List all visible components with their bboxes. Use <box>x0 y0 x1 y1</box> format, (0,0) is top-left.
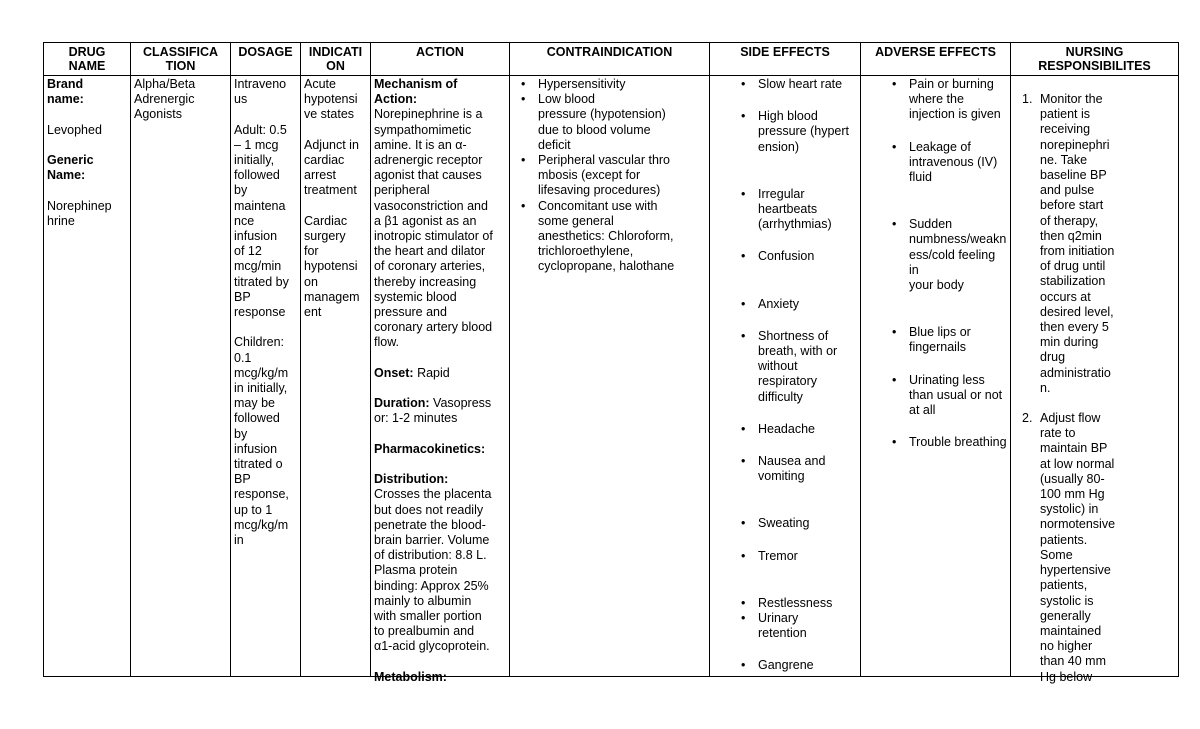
list-item: • Urinary retention <box>736 611 858 641</box>
metabolism-label: Metabolism: <box>374 669 447 684</box>
text-line: Plasma protein <box>374 563 458 578</box>
text-line: amine. It is an α- <box>374 137 467 152</box>
action-cell: Mechanism of Action: Norepinephrine is a sympathomimetic amine. It is an α- adrenergic receptor agonist that causes peripheral vasoconstriction and a β1 agonist as an inotropic stimulator of the heart and dilator of coronary arteries, thereby increasing systemic blood pressure and coronary artery blood flow. Onset: Rapid Duration: Vasopress or: 1-2 minutes Pharmacokinetics: Distribution: Crosses the placenta but does not readily penetrate the blood- brain barrier. Volume of distribution: 8.8 L. Plasma protein binding: Approx 25% mainly to albumin with smaller portion to prealbumin and α1-acid glycoprotein. Metabolism: <box>374 77 507 685</box>
column-dosage <box>231 43 301 676</box>
text-line: in initially, <box>234 381 288 396</box>
text-line: on <box>304 274 318 289</box>
text-line: followed <box>234 168 280 183</box>
text-line: up to 1 <box>234 502 273 517</box>
text-line: BP <box>234 472 251 487</box>
text-line: us <box>234 92 248 107</box>
duration: Duration: Vasopress <box>374 396 492 411</box>
text-line: by <box>234 426 248 441</box>
text-line: α1-acid glycoprotein. <box>374 639 490 654</box>
list-item: • Pain or burning where the injection is given <box>887 77 1008 123</box>
text-line: coronary artery blood <box>374 320 493 335</box>
header-side-effects: SIDE EFFECTS <box>740 45 830 59</box>
text-line: – 1 mcg <box>234 137 279 152</box>
list-item: • Sweating <box>736 516 858 531</box>
text-line: systemic blood <box>374 289 457 304</box>
text-line: for <box>304 244 319 259</box>
onset: Onset: Rapid <box>374 365 450 380</box>
text-line: infusion <box>234 229 278 244</box>
header-nursing: NURSING RESPONSIBILITES <box>1038 45 1151 73</box>
text-line: sympathomimetic <box>374 122 472 137</box>
text-line: peripheral <box>374 183 430 198</box>
list-item: • Shortness of breath, with or without respiratory difficulty <box>736 329 858 405</box>
list-item: • Peripheral vascular thro mbosis (except for lifesaving procedures) <box>516 153 707 199</box>
text-line: response <box>234 305 286 320</box>
dosage-cell <box>234 77 298 548</box>
text-line: pressure and <box>374 305 447 320</box>
text-line: Adjunct in <box>304 137 359 152</box>
contraindication-cell <box>513 77 707 275</box>
text-line: Cardiac <box>304 213 348 228</box>
text-line: in <box>234 533 244 548</box>
text-line: Norepinephrine is a <box>374 107 483 122</box>
text-line: Children: <box>234 335 285 350</box>
text-line: BP <box>234 289 251 304</box>
text-line: Acute <box>304 77 336 91</box>
list-item: • Confusion <box>736 249 858 264</box>
text-line: surgery <box>304 229 346 243</box>
text-line: titrated o <box>234 457 283 472</box>
text-line: ve states <box>304 107 355 122</box>
classification-cell <box>134 77 228 123</box>
column-action <box>371 43 510 684</box>
column-drug-name <box>44 43 131 676</box>
text-line: titrated by <box>234 274 289 289</box>
text-line: mainly to albumin <box>374 593 472 608</box>
text-line: Adult: 0.5 <box>234 122 287 137</box>
text-line: 0.1 <box>234 350 252 365</box>
list-item: • Urinating less than usual or not at all <box>887 373 1008 419</box>
list-item: • Restlessness <box>736 596 858 611</box>
nursing-cell <box>1011 77 1176 685</box>
header-classification: CLASSIFICA TION <box>143 45 218 73</box>
header-indication: INDICATI ON <box>308 45 363 73</box>
text-line: response, <box>234 487 289 502</box>
text-line: of 12 <box>234 244 262 259</box>
list-item: • Hypersensitivity <box>516 77 707 92</box>
text-line: ent <box>304 305 322 320</box>
list-item: • Trouble breathing <box>887 435 1008 450</box>
text-line: to prealbumin and <box>374 624 475 639</box>
mechanism-text <box>374 107 507 350</box>
list-item: • Low blood pressure (hypotension) due to blood volume deficit <box>516 92 707 153</box>
text-line: binding: Approx 25% <box>374 578 489 593</box>
drug-name-cell: Brand name: Levophed Generic Name: Norephinep hrine <box>47 77 128 229</box>
list-item: • Anxiety <box>736 297 858 312</box>
list-item: • Nausea and vomiting <box>736 454 858 484</box>
column-nursing <box>1011 43 1178 684</box>
text-line: thereby increasing <box>374 274 477 289</box>
header-drug-name: DRUG NAME <box>68 45 106 73</box>
text-line: may be <box>234 396 275 411</box>
list-item: • Tremor <box>736 549 858 564</box>
header-action: ACTION <box>416 45 464 59</box>
nursing-item: 1. Monitor the patient is receiving norepinephri ne. Take baseline BP and pulse before start of therapy, then q2min from initiation of drug until stabilization occurs at desired level, then every 5 min during drug administratio n. <box>1022 92 1115 395</box>
side-effects-cell <box>713 77 858 674</box>
list-item: • Irregular heartbeats (arrhythmias) <box>736 187 858 233</box>
text-line: arrest <box>304 168 336 183</box>
text-line: Crosses the placenta <box>374 487 492 502</box>
column-contraindication <box>510 43 710 676</box>
text-line: flow. <box>374 335 400 350</box>
text-line: infusion <box>234 441 278 456</box>
text-line: penetrate the blood- <box>374 517 486 532</box>
text-line: a β1 agonist as an <box>374 213 477 228</box>
text-line: hypotensi <box>304 92 358 107</box>
column-side-effects <box>710 43 861 676</box>
column-adverse-effects <box>861 43 1011 676</box>
text-line: inotropic stimulator of <box>374 229 493 244</box>
text-line: adrenergic receptor <box>374 153 483 168</box>
list-item: • Concomitant use with some general anesthetics: Chloroform, trichloroethylene, cyclopropane, halothane <box>516 199 707 275</box>
text-line: by <box>234 183 248 198</box>
text-line: mcg/min <box>234 259 282 274</box>
adverse-effects-cell <box>864 77 1008 450</box>
list-item: • High blood pressure (hypert ension) <box>736 109 858 155</box>
text-line: the heart and dilator <box>374 244 486 259</box>
text-line: cardiac <box>304 153 345 167</box>
distribution-text <box>374 487 507 654</box>
text-line: maintena <box>234 198 286 213</box>
distribution-label: Distribution: <box>374 472 449 487</box>
text-line: vasoconstriction and <box>374 198 488 213</box>
text-line: mcg/kg/m <box>234 365 289 380</box>
text-line: mcg/kg/m <box>234 517 289 532</box>
list-item: • Gangrene <box>736 658 858 673</box>
text-line: with smaller portion <box>374 609 482 624</box>
header-dosage: DOSAGE <box>238 45 293 59</box>
list-item: • Slow heart rate <box>736 77 858 92</box>
generic-name: Norephinep <box>47 198 112 213</box>
column-indication <box>301 43 371 676</box>
list-item: • Sudden numbness/weakn ess/cold feeling in your body <box>887 217 1008 293</box>
text-line: agonist that causes <box>374 168 482 183</box>
text-line: Intraveno <box>234 77 287 91</box>
indication-cell <box>304 77 368 320</box>
text-line: Agonists <box>134 107 182 122</box>
text-line: followed <box>234 411 280 426</box>
brand-name: Levophed <box>47 122 102 137</box>
text-line: of distribution: 8.8 L. <box>374 548 487 563</box>
text-line: of coronary arteries, <box>374 259 486 274</box>
text-line: Adrenergic <box>134 92 195 107</box>
column-classification <box>131 43 231 676</box>
list-item: • Headache <box>736 422 858 437</box>
text-line: initially, <box>234 153 275 167</box>
text-line: managem <box>304 289 360 304</box>
list-item: • Blue lips or fingernails <box>887 325 1008 355</box>
text-line: hypotensi <box>304 259 358 274</box>
pharmacokinetics-label: Pharmacokinetics: <box>374 441 486 456</box>
text-line: but does not readily <box>374 502 484 517</box>
list-item: • Leakage of intravenous (IV) fluid <box>887 140 1008 186</box>
nursing-item: 2. Adjust flow rate to maintain BP at low normal (usually 80- 100 mm Hg systolic) in normotensive patients. Some hypertensive patients, systolic is generally maintained no higher than 40 mm Hg below <box>1022 411 1116 684</box>
header-contraindication: CONTRAINDICATION <box>546 45 673 59</box>
text-line: Alpha/Beta <box>134 77 196 91</box>
text-line: treatment <box>304 183 357 198</box>
text-line: brain barrier. Volume <box>374 533 490 548</box>
text-line: nce <box>234 213 255 228</box>
header-adverse-effects: ADVERSE EFFECTS <box>875 45 996 59</box>
drug-study-table <box>43 42 1179 684</box>
